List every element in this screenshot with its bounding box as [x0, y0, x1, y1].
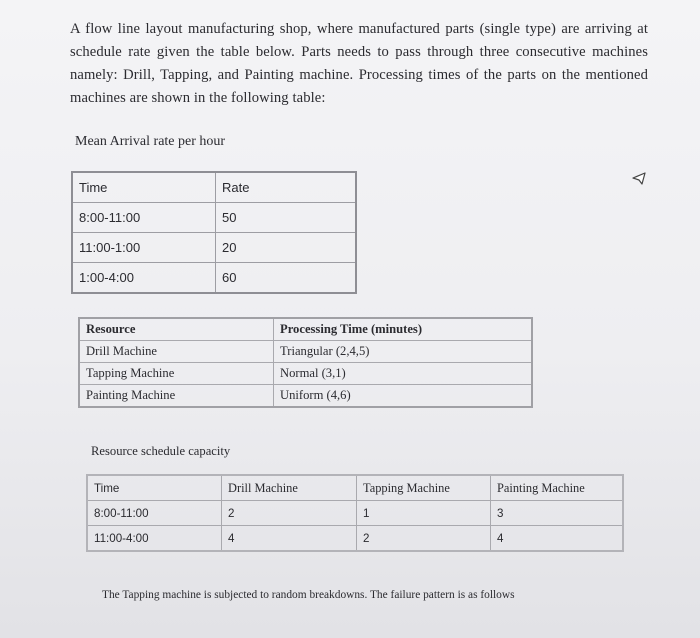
cell-resource: Drill Machine	[79, 341, 274, 363]
table-row	[72, 263, 356, 294]
cell-rate: 20	[216, 233, 357, 263]
mouse-pointer-icon	[631, 170, 647, 186]
table-row	[79, 341, 532, 363]
processing-table	[78, 317, 533, 408]
header-painting-machine: Painting Machine	[491, 475, 624, 501]
cell-rate: 60	[216, 263, 357, 294]
capacity-caption: Resource schedule capacity	[91, 444, 231, 458]
table-row	[87, 501, 623, 526]
cell-time: 11:00-1:00	[72, 233, 216, 263]
cell-time: 8:00-11:00	[72, 203, 216, 233]
header-time: Time	[87, 475, 222, 501]
header-rate: Rate	[216, 172, 357, 203]
footer-text: The Tapping machine is subjected to random breakdowns. The failure pattern is as follows	[102, 589, 515, 601]
table-header-row	[72, 172, 356, 203]
header-tapping-machine: Tapping Machine	[357, 475, 491, 501]
cell-drill: 4	[222, 526, 357, 552]
cell-tapping: 2	[357, 526, 491, 552]
cell-processing-time: Triangular (2,4,5)	[274, 341, 533, 363]
table-header-row	[79, 318, 532, 341]
header-resource: Resource	[79, 318, 274, 341]
table-row	[79, 385, 532, 408]
cell-time: 11:00-4:00	[87, 526, 222, 552]
table-row	[72, 203, 356, 233]
arrival-table	[71, 171, 357, 294]
cell-time: 8:00-11:00	[87, 501, 222, 526]
table-row	[72, 233, 356, 263]
table-row	[87, 526, 623, 552]
capacity-table	[86, 474, 624, 552]
cell-resource: Painting Machine	[79, 385, 274, 408]
cell-processing-time: Uniform (4,6)	[274, 385, 533, 408]
cell-painting: 4	[491, 526, 624, 552]
cell-resource: Tapping Machine	[79, 363, 274, 385]
header-processing-time: Processing Time (minutes)	[274, 318, 533, 341]
intro-paragraph: A flow line layout manufacturing shop, where manufactured parts (single type) are arriving at schedule rate given the table below. Parts needs to pass through three consecutive machines namely: Drill, Tapping, and Painting machine. Processing times of the parts on the mentioned machines are shown in the following table:	[70, 21, 648, 106]
arrival-caption: Mean Arrival rate per hour	[75, 134, 226, 149]
cell-tapping: 1	[357, 501, 491, 526]
cell-rate: 50	[216, 203, 357, 233]
table-header-row	[87, 475, 623, 501]
header-time: Time	[72, 172, 216, 203]
header-drill-machine: Drill Machine	[222, 475, 357, 501]
cell-painting: 3	[491, 501, 624, 526]
cell-time: 1:00-4:00	[72, 263, 216, 294]
cell-drill: 2	[222, 501, 357, 526]
cell-processing-time: Normal (3,1)	[274, 363, 533, 385]
table-row	[79, 363, 532, 385]
